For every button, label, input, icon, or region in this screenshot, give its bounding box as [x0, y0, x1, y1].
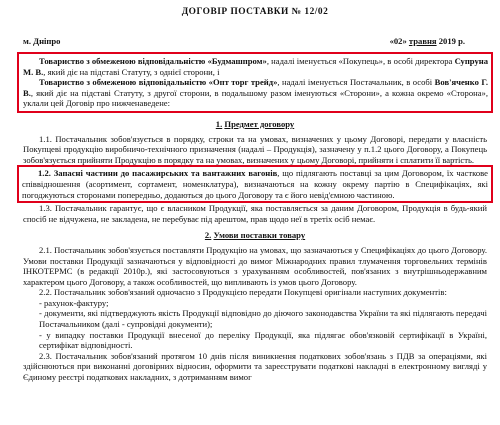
supplier-name: Товариство з обмеженою відповідальністю «Опт торг трейд» — [39, 77, 278, 88]
list-item: - рахунок-фактуру; — [39, 297, 109, 308]
clause-2-3: 2.3. Постачальник зобов'язаний протягом 10 днів після виникнення податкових зобов'язань з ПДВ за операціями, які здійснюються при виконанні договірних відносин, оформити та зареєструвати податкові накладні в електронному вигляді у Єдиному реєстрі податкових накладних, з дотриманням вимог — [23, 350, 487, 383]
clause-1-2: 1.2. Запасні частини до пасажирських та вантажних вагонів, що підлягають поставці за цим Договором, їх часткове співвідношення (асортимент, сортамент, номенклатура), визначаються на кожну окрему партію в Специфікаціях, які погоджуються сторонами попередньо, додаються до цього Договору та є його невід'ємною частиною. — [22, 168, 488, 200]
list-item: - документи, які підтверджують якість Продукції відповідно до діючого законодавства України та які підлягають передачі Постачальником (далі - супровідні документи); — [39, 308, 487, 330]
clause-1-1: 1.1. Постачальник зобов'язується в порядку, строки та на умовах, визначених у цьому Договорі, передати у власність Покупцеві продукцію виробничо-технічного призначення (надалі – Продукція), зазначену у п.1.2 цього Договору, а Покупець зобов'язується прийняти Продукцію в порядку та на умовах, визначених у цьому Договорі, прийняти і сплатити її вартість. — [23, 133, 487, 165]
party-supplier: Товариство з обмеженою відповідальністю «Опт торг трейд», надалі іменується Постачальник, в особі Вов'яченко Г. В., який діє на підставі Статуту, з другої сторони, в подальшому разом іменуються «Сторони», а кожна окремо «Сторона», уклали цей Договір про нижченаведене: — [23, 77, 488, 109]
clause-1-2-highlight-box — [17, 165, 493, 203]
date-month: травня — [408, 36, 437, 46]
party-buyer: Товариство з обмеженою відповідальністю «Будмашпром», надалі іменується «Покупець», в особі директора Супруна М. В., який діє на підставі Статуту, з однієї сторони, і — [23, 56, 489, 77]
buyer-name: Товариство з обмеженою відповідальністю «Будмашпром» — [39, 56, 267, 66]
clause-1-3: 1.3. Постачальник гарантує, що є власником Продукції, яка поставляється за даним Договором, Продукція в будь-який спосіб не відчужена, не закладена, не перебуває під арештом, прав щодо неї в третіх осіб немає. — [23, 203, 487, 224]
document-meta — [23, 36, 487, 47]
clause-1-2-subject: 1.2. Запасні частини до пасажирських та вантажних вагонів — [38, 168, 278, 179]
section-1-heading: 1. Предмет договору — [215, 118, 295, 129]
buyer-director: Супруна М. В. — [23, 56, 489, 77]
list-item: - у випадку поставки Продукції внесеної до переліку Продукції, яка підлягає обов'язковій сертифікації в Україні, сертифікат відповідності. — [39, 329, 487, 351]
date-year: 2019 р. — [438, 36, 465, 46]
section-2-heading: 2. Умови поставки товару — [204, 230, 306, 241]
parties-highlight-box — [17, 52, 493, 113]
supplier-representative: Вов'яченко Г. В. — [23, 77, 488, 98]
document-date — [390, 36, 465, 47]
clause-2-1: 2.1. Постачальник зобов'язується поставляти Продукцію на умовах, що зазначаються у Специфікаціях до цього Договору. Умови поставки Продукції зазначаються у відповідності до вимог Міжнародних правил тлумачення торговельних термінів ІНКОТЕРМС (в редакції 2010р.), які застосовуються з урахуванням особливостей, пов'язаних з внутрішньодержавним характером цього Договору, а також особливостей, що випливають із умов цього Договору. — [23, 244, 487, 287]
clause-2-2: 2.2. Постачальник зобов'язаний одночасно з Продукцією передати Покупцеві оригінали наступних документів: — [39, 287, 447, 298]
document-city: м. Дніпро — [23, 36, 61, 46]
document-title: ДОГОВІР ПОСТАВКИ № 12/02 — [181, 7, 329, 17]
date-day: «02» — [389, 36, 407, 46]
